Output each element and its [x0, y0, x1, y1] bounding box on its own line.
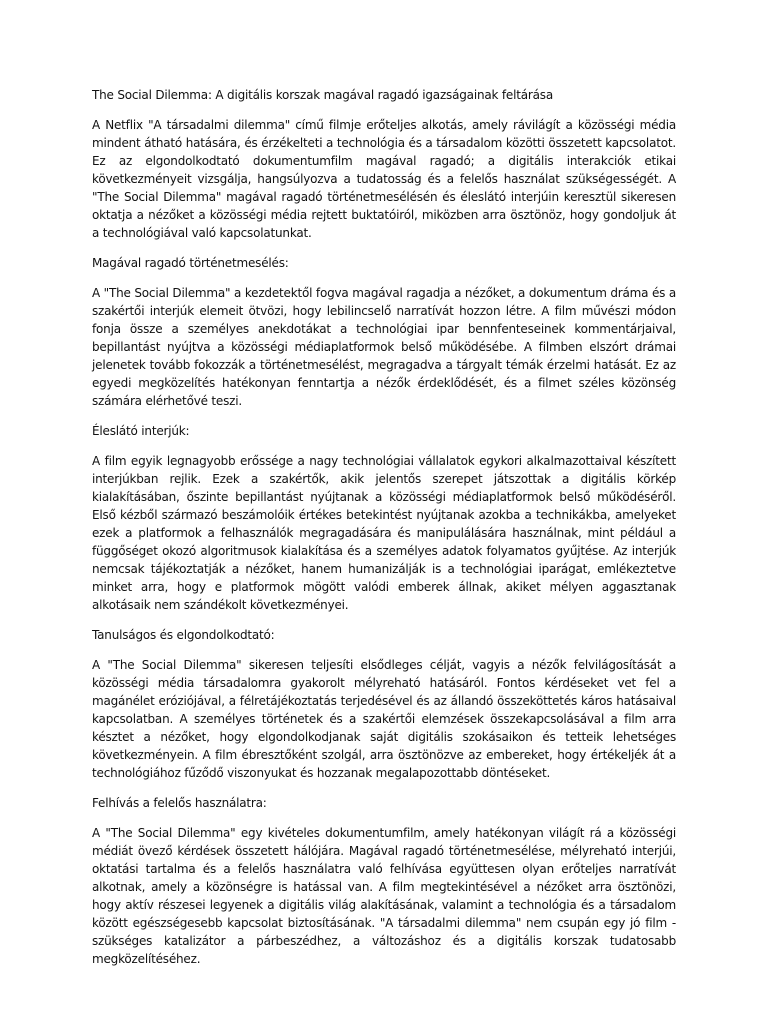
section-heading-responsible-use: Felhívás a felelős használatra: [92, 796, 267, 810]
intro-paragraph: A Netflix "A társadalmi dilemma" című filmje erőteljes alkotás, amely rávilágít a közösségi média mindent átható hatására, és érzékelteti a technológia és a társadalom közötti összetett kapcsolatot. Ez az elgondolkodtató dokumentumfilm magával ragadó; a digitális interakciók etikai következményeit vizsgálja, hangsúlyozva a tudatosság és a felelős használat szükségességét. A "The Social Dilemma" magával ragadó történetmesélésén és éleslátó interjúin keresztül sikeresen oktatja a nézőket a közösségi média rejtett buktatóiról, miközben arra ösztönöz, hogy gondoljuk át a technológiával való kapcsolatunkat. [92, 118, 676, 240]
document-content [92, 86, 676, 980]
section-body-educational: A "The Social Dilemma" sikeresen teljesíti elsődleges célját, vagyis a nézők felvilágosítását a közösségi média társadalomra gyakorolt mélyreható hatásáról. Fontos kérdéseket vet fel a magánélet eróziójával, a félretájékoztatás terjedésével és az állandó összeköttetés káros hatásaival kapcsolatban. A személyes történetek és a szakértői elemzések összekapcsolásával a film arra késztet a nézőket, hogy elgondolkodjanak saját digitális szokásaikon és tetteik lehetséges következményein. A film ébresztőként szolgál, arra ösztönözve az embereket, hogy értékeljék át a technológiához fűződő viszonyukat és hozzanak megalapozottabb döntéseket. [92, 658, 676, 780]
section-body-responsible-use: A "The Social Dilemma" egy kivételes dokumentumfilm, amely hatékonyan világít rá a közösségi médiát övező kérdések összetett hálójára. Magával ragadó történetmesélése, mélyreható interjúi, oktatási tartalma és a felelős használatra való felhívása együttesen olyan erőteljes narratívát alkotnak, amely a közönségre is hatással van. A film megtekintésével a nézőket arra ösztönözi, hogy aktív részesei legyenek a digitális világ alakításának, valamint a technológia és a társadalom között egészségesebb kapcsolat biztosításának. "A társadalmi dilemma" nem csupán egy jó film - szükséges katalizátor a párbeszédhez, a változáshoz és a digitális korszak tudatosabb megközelítéséhez. [92, 826, 676, 966]
section-body-storytelling: A "The Social Dilemma" a kezdetektől fogva magával ragadja a nézőket, a dokumentum dráma és a szakértői interjúk elemeit ötvözi, hogy lebilincselő narratívát hozzon létre. A film művészi módon fonja össze a személyes anekdotákat a technológiai ipar bennfenteseinek kommentárjaival, bepillantást nyújtva a közösségi médiaplatformok belső működésébe. A filmben elszórt drámai jelenetek tovább fokozzák a történetmesélést, megragadva a tárgyalt témák érzelmi hatását. Ez az egyedi megközelítés hatékonyan fenntartja a nézők érdeklődését, és a filmet széles közönség számára elérhetővé teszi. [92, 286, 676, 408]
section-body-interviews: A film egyik legnagyobb erőssége a nagy technológiai vállalatok egykori alkalmazottaival készített interjúkban rejlik. Ezek a szakértők, akik jelentős szerepet játszottak a digitális körkép kialakításában, őszinte bepillantást nyújtanak a közösségi médiaplatformok belső működéséről. Első kézből származó beszámolóik értékes betekintést nyújtanak azokba a technikákba, amelyeket ezek a platformok a felhasználók megragadására és manipulálására használnak, mint például a függőséget okozó algoritmusok kialakítása és a személyes adatok folyamatos gyűjtése. Az interjúk nemcsak tájékoztatják a nézőket, hanem humanizálják is a technológiai iparágat, emlékeztetve minket arra, hogy e platformok mögött valódi emberek állnak, akiket mélyen aggasztanak alkotásaik nem szándékolt következményei. [92, 454, 676, 612]
document-title: The Social Dilemma: A digitális korszak magával ragadó igazságainak feltárása [92, 88, 553, 102]
section-heading-interviews: Éleslátó interjúk: [92, 424, 190, 438]
section-heading-educational: Tanulságos és elgondolkodtató: [92, 628, 275, 642]
section-heading-storytelling: Magával ragadó történetmesélés: [92, 256, 289, 270]
